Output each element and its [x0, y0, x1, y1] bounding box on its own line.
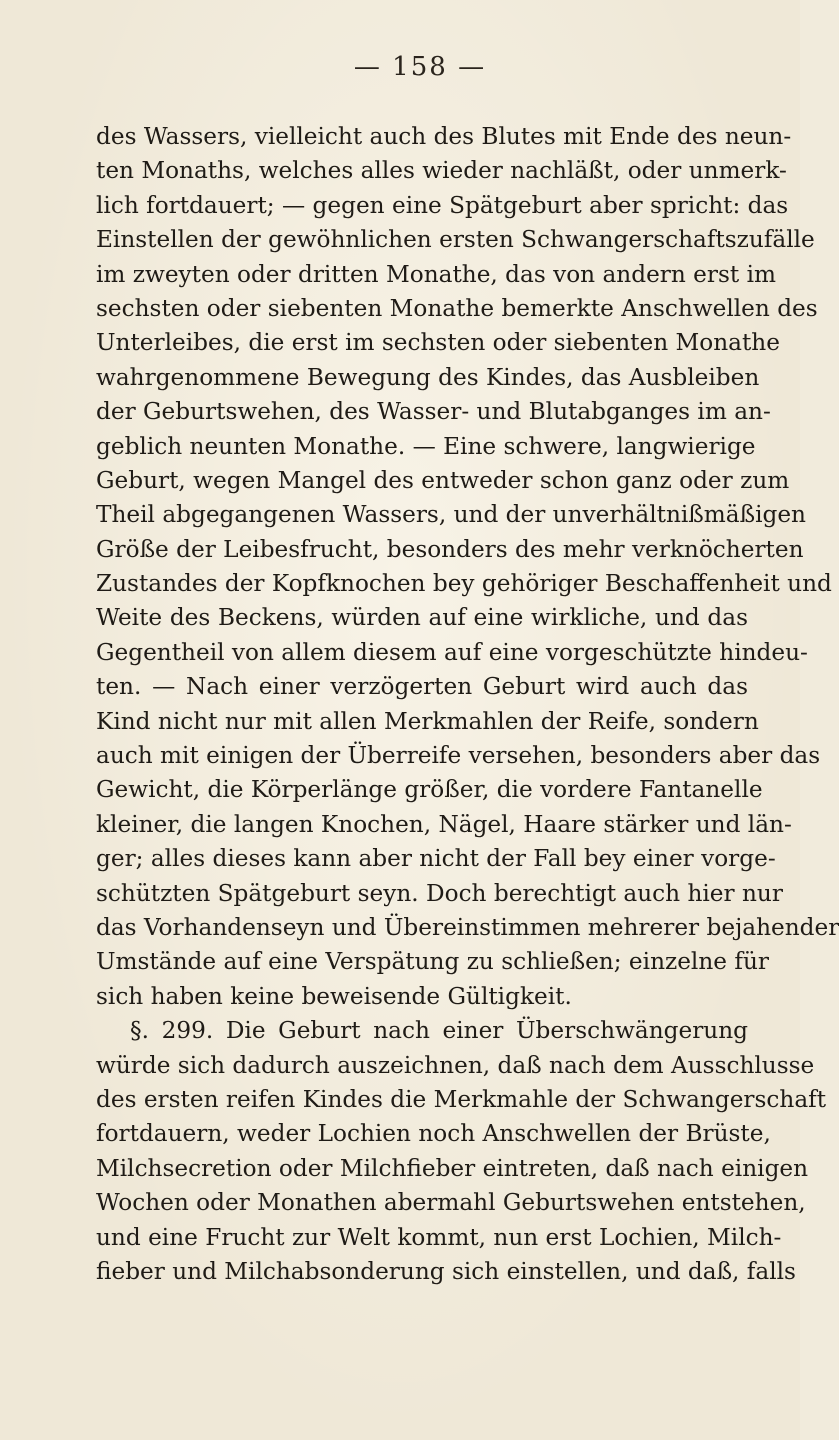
text-line: des ersten reifen Kindes die Merkmahle der Schwangerschaft [96, 1085, 827, 1113]
text-line: Unterleibes, die erst im sechsten oder siebenten Monathe [96, 329, 780, 357]
text-line: geblich neunten Monathe. — Eine schwere, langwierige [96, 432, 756, 460]
text-line: fortdauern, weder Lochien noch Anschwellen der Brüste, [96, 1120, 771, 1148]
page-number: — 158 — [353, 52, 487, 82]
section-heading-line: §. 299. Die Geburt nach einer Überschwängerung [130, 1017, 748, 1045]
text-line: das Vorhandenseyn und Übereinstimmen mehrerer bejahender [96, 913, 839, 941]
text-line: auch mit einigen der Überreife versehen, besonders aber das [96, 742, 821, 770]
text-line: des Wassers, vielleicht auch des Blutes mit Ende des neun- [96, 123, 792, 150]
text-line: im zweyten oder dritten Monathe, das von andern erst im [96, 260, 776, 288]
text-line: Umstände auf eine Verspätung zu schließen; einzelne für [96, 948, 769, 976]
text-line: Wochen oder Monathen abermahl Geburtswehen entstehen, [96, 1189, 806, 1217]
text-line: Gewicht, die Körperlänge größer, die vordere Fantanelle [96, 776, 763, 804]
text-line: der Geburtswehen, des Wasser- und Blutabganges im an- [96, 398, 771, 426]
text-line: schützten Spätgeburt seyn. Doch berechtigt auch hier nur [96, 879, 783, 907]
text-line: lich fortdauert; — gegen eine Spätgeburt aber spricht: das [96, 191, 789, 219]
text-line: Gegentheil von allem diesem auf eine vorgeschützte hindeu- [96, 638, 808, 666]
text-line: Größe der Leibesfrucht, besonders des mehr verknöcherten [96, 535, 804, 563]
text-line: sechsten oder siebenten Monathe bemerkte Anschwellen des [96, 294, 818, 322]
text-line: würde sich dadurch auszeichnen, daß nach dem Ausschlusse [96, 1051, 815, 1079]
text-line: Einstellen der gewöhnlichen ersten Schwangerschaftszufälle [96, 226, 815, 254]
text-line: Geburt, wegen Mangel des entweder schon ganz oder zum [96, 466, 790, 494]
text-line: Milchsecretion oder Milchfieber eintreten, daß nach einigen [96, 1154, 809, 1182]
text-line: und eine Frucht zur Welt kommt, nun erst Lochien, Milch- [96, 1223, 782, 1251]
text-line: Theil abgegangenen Wassers, und der unverhältnißmäßigen [96, 501, 806, 529]
text-line: sich haben keine beweisende Gültigkeit. [96, 982, 572, 1010]
text-line: fieber und Milchabsonderung sich einstellen, und daß, falls [96, 1257, 796, 1285]
body-text [96, 120, 839, 1289]
text-line: kleiner, die langen Knochen, Nägel, Haare stärker und län- [96, 810, 792, 838]
text-line: Zustandes der Kopfknochen bey gehöriger Beschaffenheit und [96, 570, 832, 598]
text-line: ger; alles dieses kann aber nicht der Fall bey einer vorge- [96, 845, 776, 873]
text-line: Kind nicht nur mit allen Merkmahlen der Reife, sondern [96, 707, 759, 735]
text-line: ten Monaths, welches alles wieder nachläßt, oder unmerk- [96, 157, 787, 185]
text-line: Weite des Beckens, würden auf eine wirkliche, und das [96, 604, 748, 632]
text-line: wahrgenommene Bewegung des Kindes, das Ausbleiben [96, 363, 760, 391]
text-line: ten. — Nach einer verzögerten Geburt wird auch das [96, 673, 748, 701]
